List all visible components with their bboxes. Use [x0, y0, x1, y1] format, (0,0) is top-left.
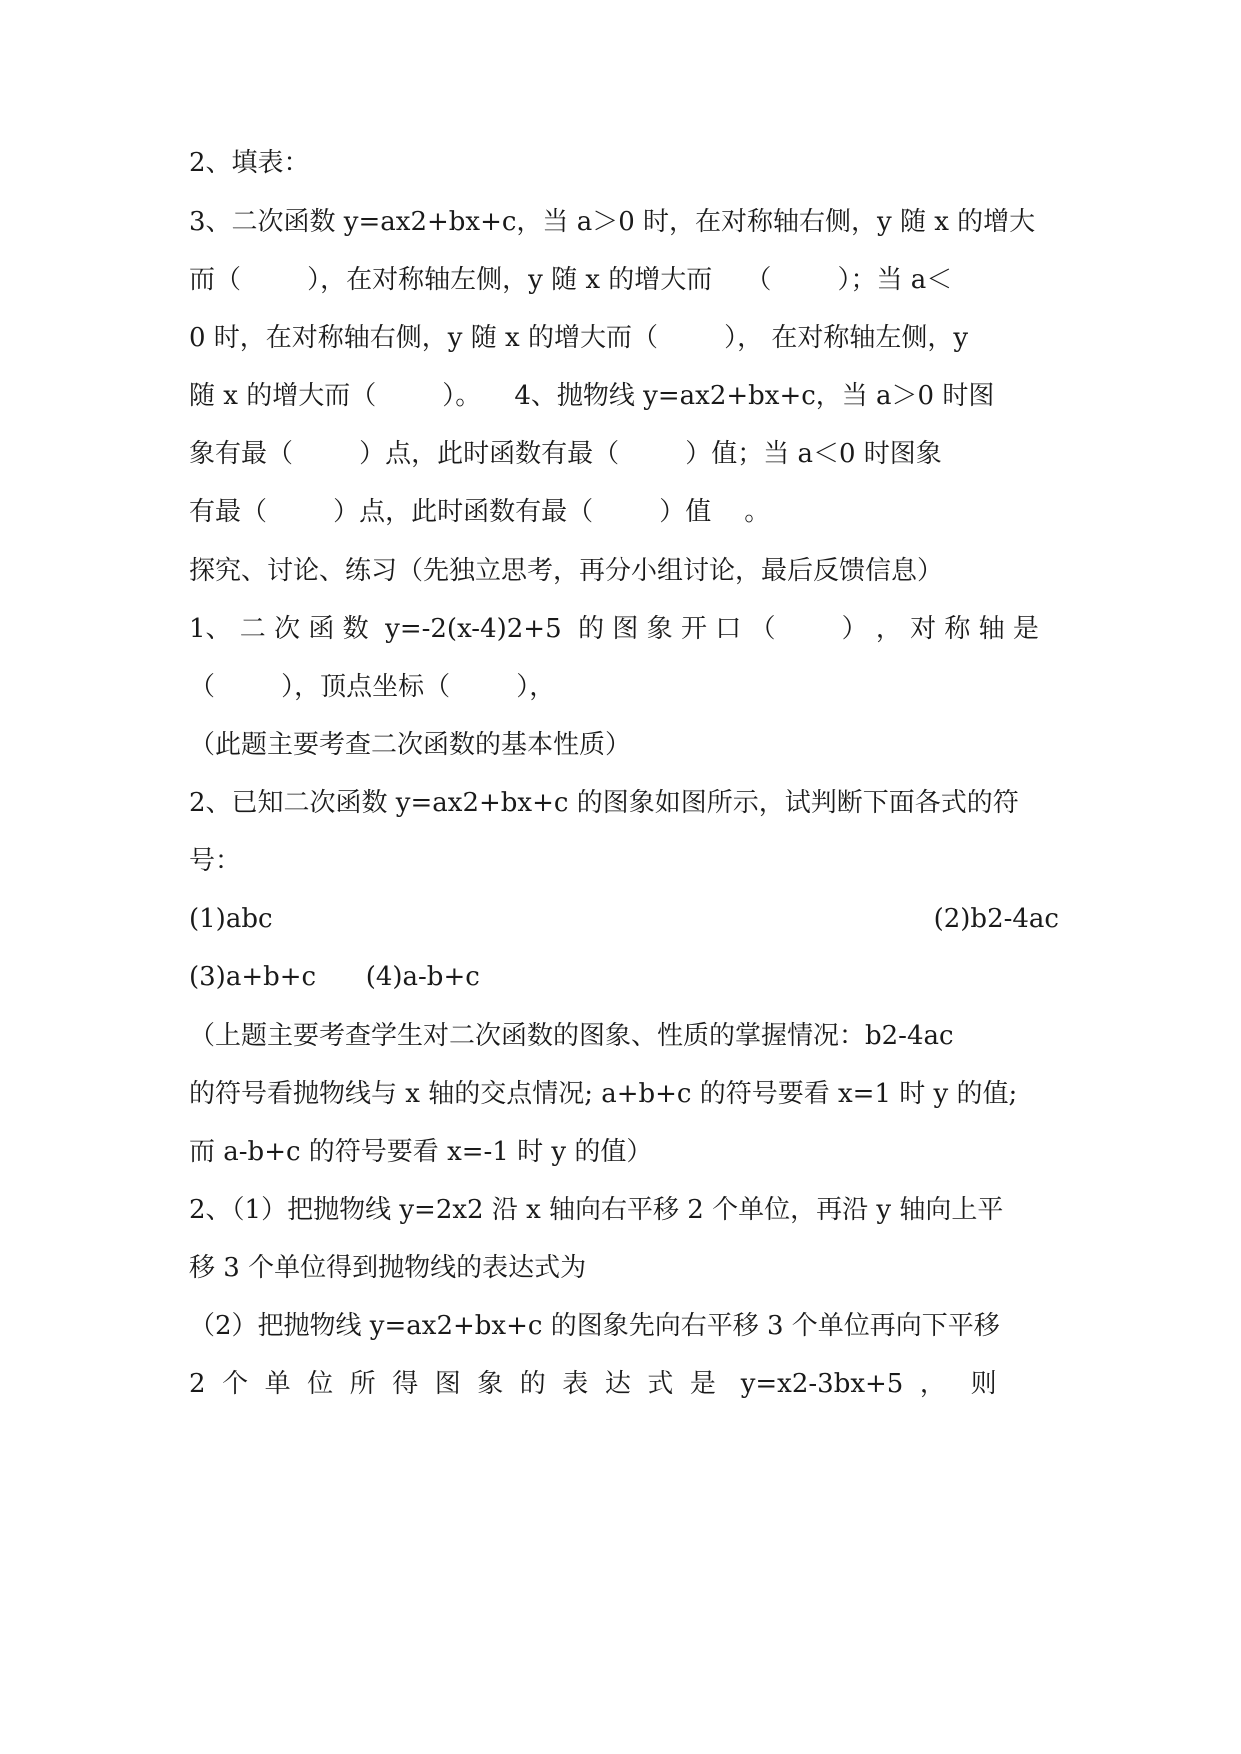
text-line: 移 3 个单位得到抛物线的表达式为 — [189, 1253, 587, 1283]
expression-row — [189, 899, 1059, 939]
note-line: 的符号看抛物线与 x 轴的交点情况; a+b+c 的符号要看 x=1 时 y 的值; — [189, 1079, 1018, 1109]
expression-row: (3)a+b+c (4)a-b+c — [189, 962, 480, 992]
text-line: 2、已知二次函数 y=ax2+bx+c 的图象如图所示，试判断下面各式的符 — [189, 788, 1019, 818]
section-heading: 2、填表： — [189, 148, 310, 178]
note-line: （此题主要考查二次函数的基本性质） — [189, 730, 632, 760]
expression-1: (1)abc — [189, 904, 273, 934]
expression-2: (2)b2-4ac — [933, 904, 1059, 934]
note-line: 而 a-b+c 的符号要看 x=-1 时 y 的值） — [189, 1137, 653, 1167]
text-line: 象有最（ ）点，此时函数有最（ ）值；当 a＜0 时图象 — [189, 439, 942, 469]
text-line: 有最（ ）点，此时函数有最（ ）值 。 — [189, 497, 771, 527]
text-line: 1、 二 次 函 数 y=-2(x-4)2+5 的 图 象 开 口 （ ） ， 对 称 轴 是 — [189, 614, 1039, 644]
text-line: 而（ ），在对称轴左侧，y 随 x 的增大而 （ ）；当 a＜ — [189, 265, 953, 295]
text-line: （2）把抛物线 y=ax2+bx+c 的图象先向右平移 3 个单位再向下平移 — [189, 1311, 1000, 1341]
note-line: （上题主要考查学生对二次函数的图象、性质的掌握情况：b2-4ac — [189, 1021, 954, 1051]
text-line: 0 时，在对称轴右侧，y 随 x 的增大而（ ）， 在对称轴左侧，y — [189, 323, 969, 353]
text-line: 随 x 的增大而（ ）。 4、抛物线 y=ax2+bx+c，当 a＞0 时图 — [189, 381, 995, 411]
text-line: （ ），顶点坐标（ ）， — [189, 672, 556, 702]
section-heading: 探究、讨论、练习（先独立思考，再分小组讨论，最后反馈信息） — [189, 556, 944, 586]
text-line: 号： — [189, 846, 242, 876]
text-line: 2 个 单 位 所 得 图 象 的 表 达 式 是 y=x2-3bx+5 ， 则 — [189, 1369, 997, 1399]
text-line: 3、二次函数 y=ax2+bx+c，当 a＞0 时，在对称轴右侧，y 随 x 的增大 — [189, 207, 1036, 237]
text-line: 2、（1）把抛物线 y=2x2 沿 x 轴向右平移 2 个单位，再沿 y 轴向上平 — [189, 1195, 1004, 1225]
